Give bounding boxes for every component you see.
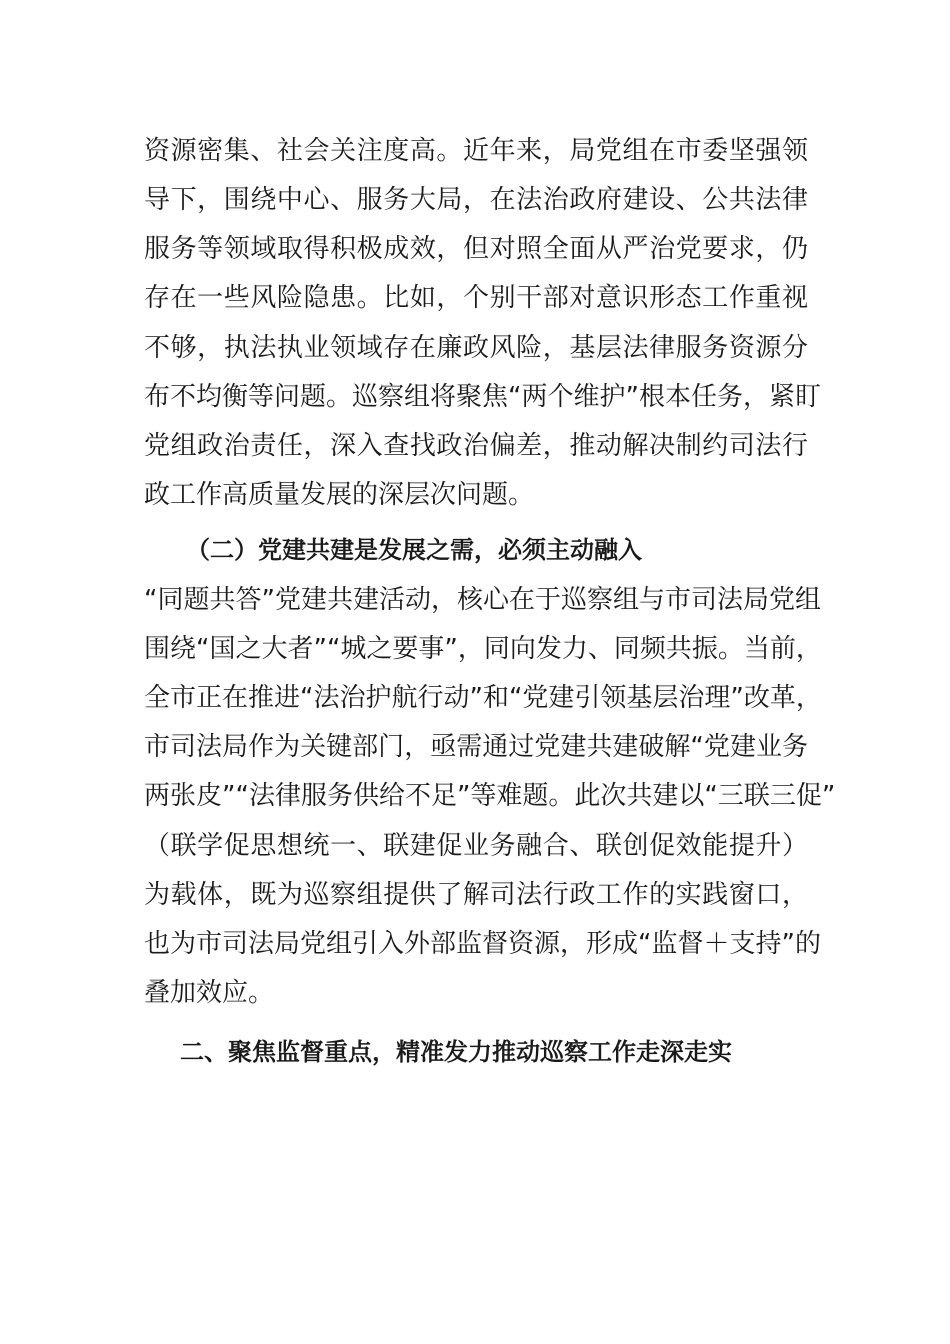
paragraph-line: 不够，执法执业领域存在廉政风险，基层法律服务资源分: [144, 333, 808, 363]
paragraph-line: 全市正在推进“法治护航行动”和“党建引领基层治理”改革，: [144, 683, 822, 713]
paragraph-line: 导下，围绕中心、服务大局，在法治政府建设、公共法律: [144, 185, 808, 215]
section-heading: （二）党建共建是发展之需，必须主动融入: [186, 536, 642, 564]
paragraph-line: 服务等领域取得积极成效，但对照全面从严治党要求，仍: [144, 234, 808, 264]
paragraph-line: 围绕“国之大者”“城之要事”，同向发力、同频共振。当前，: [144, 634, 822, 664]
chapter-heading: 二、聚焦监督重点，精准发力推动巡察工作走深走实: [180, 1038, 732, 1066]
paragraph-line: 为载体，既为巡察组提供了解司法行政工作的实践窗口，: [144, 880, 808, 910]
paragraph-line: 布不均衡等问题。巡察组将聚焦“两个维护”根本任务，紧盯: [144, 382, 821, 412]
paragraph-line: 存在一些风险隐患。比如，个别干部对意识形态工作重视: [144, 283, 808, 313]
paragraph-line: 叠加效应。: [144, 978, 275, 1008]
paragraph-line: 也为市司法局党组引入外部监督资源，形成“监督＋支持”的: [144, 929, 821, 959]
paragraph-line: （联学促思想统一、联建促业务融合、联创促效能提升）: [144, 831, 808, 861]
paragraph-line: “同题共答”党建共建活动，核心在于巡察组与市司法局党组: [144, 585, 821, 615]
paragraph-line: 市司法局作为关键部门，亟需通过党建共建破解“党建业务: [144, 732, 808, 762]
paragraph-line: 资源密集、社会关注度高。近年来，局党组在市委坚强领: [144, 136, 808, 166]
paragraph-line: 政工作高质量发展的深层次问题。: [144, 480, 535, 510]
paragraph-line: 两张皮”“法律服务供给不足”等难题。此次共建以“三联三促”: [144, 781, 836, 811]
paragraph-line: 党组政治责任，深入查找政治偏差，推动解决制约司法行: [144, 431, 808, 461]
